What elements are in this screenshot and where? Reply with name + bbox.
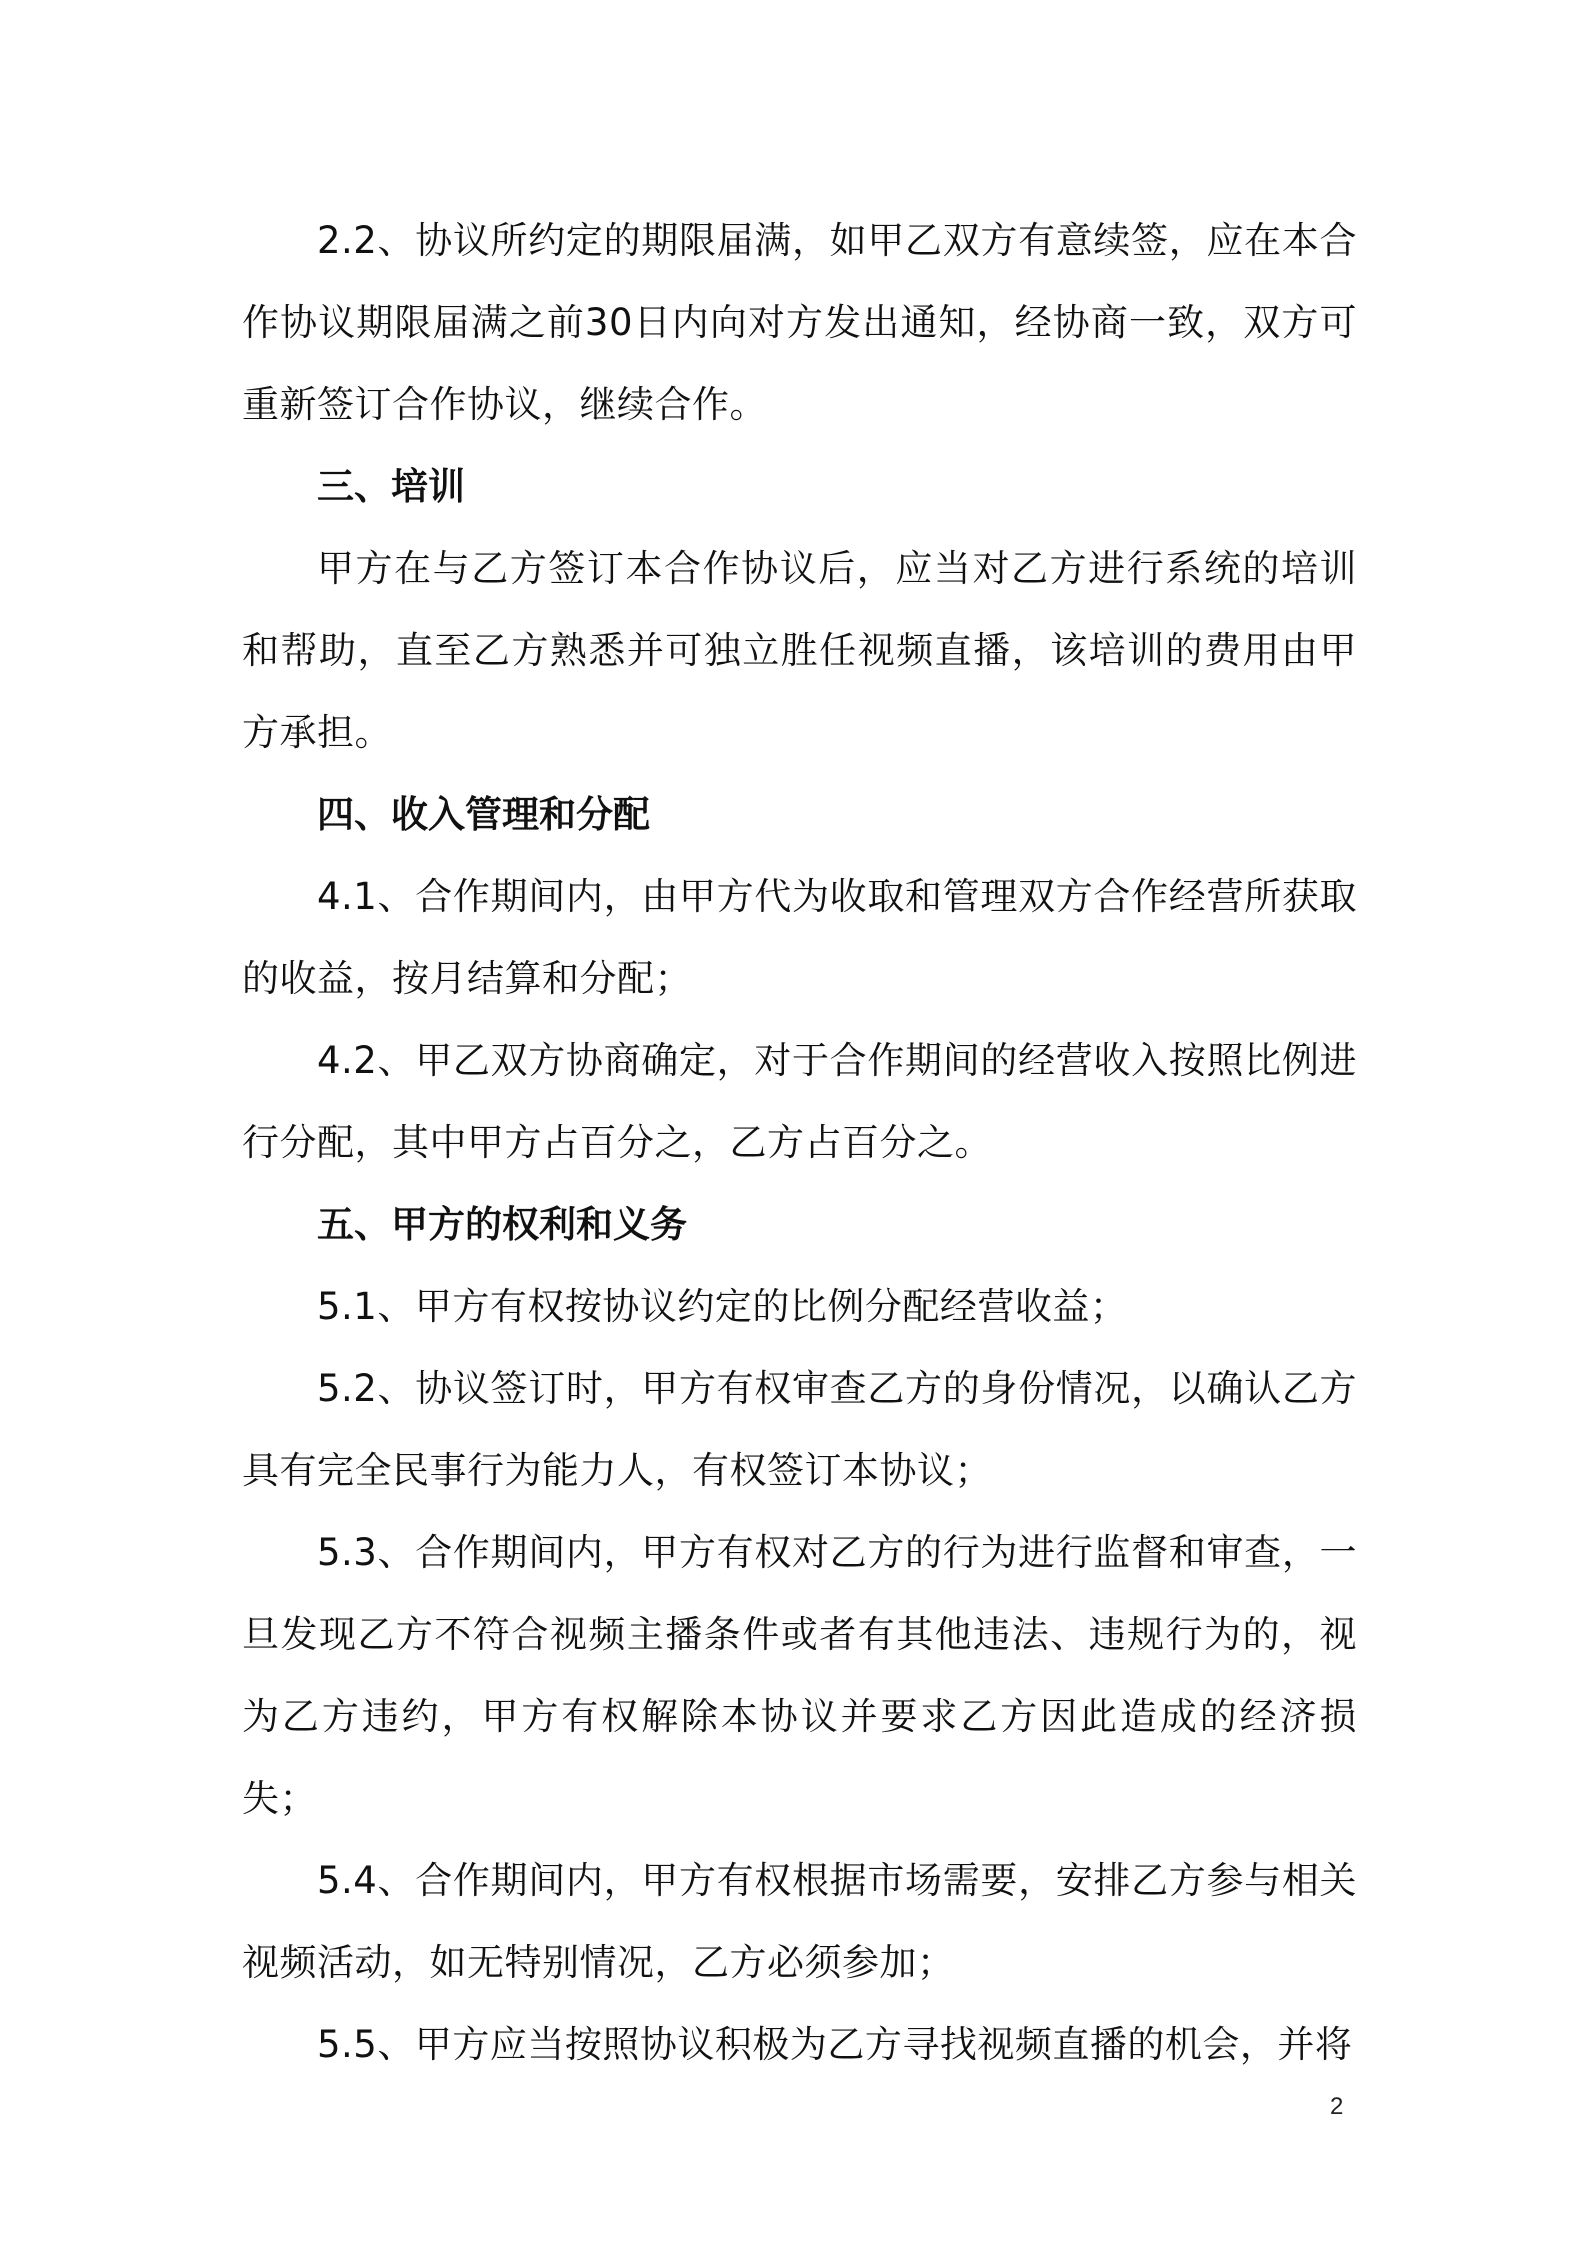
paragraph-training: 甲方在与乙方签订本合作协议后，应当对乙方进行系统的培训和帮助，直至乙方熟悉并可独立胜任视频直播，该培训的费用由甲方承担。	[242, 547, 1357, 754]
paragraph-5-3: 5.3、合作期间内，甲方有权对乙方的行为进行监督和审查，一旦发现乙方不符合视频主播条件或者有其他违法、违规行为的，视为乙方违约，甲方有权解除本协议并要求乙方因此造成的经济损失；	[242, 1531, 1357, 1820]
page-number: 2	[1330, 2093, 1344, 2120]
paragraph-4-1: 4.1、合作期间内，由甲方代为收取和管理双方合作经营所获取的收益，按月结算和分配；	[242, 875, 1357, 1000]
section-heading-training: 三、培训	[317, 465, 465, 508]
paragraph-5-1: 5.1、甲方有权按协议约定的比例分配经营收益；	[317, 1285, 1128, 1328]
paragraph-2-2: 2.2、协议所约定的期限届满，如甲乙双方有意续签，应在本合作协议期限届满之前30日内向对方发出通知，经协商一致，双方可重新签订合作协议，继续合作。	[242, 219, 1357, 426]
paragraph-5-2: 5.2、协议签订时，甲方有权审查乙方的身份情况，以确认乙方具有完全民事行为能力人，有权签订本协议；	[242, 1367, 1357, 1492]
section-heading-party-a-rights: 五、甲方的权利和义务	[317, 1203, 687, 1246]
document-body	[242, 200, 1357, 2086]
paragraph-5-5: 5.5、甲方应当按照协议积极为乙方寻找视频直播的机会，并将	[317, 2023, 1353, 2066]
paragraph-4-2: 4.2、甲乙双方协商确定，对于合作期间的经营收入按照比例进行分配，其中甲方占百分之，乙方占百分之。	[242, 1039, 1357, 1164]
section-heading-income: 四、收入管理和分配	[317, 793, 650, 836]
paragraph-5-4: 5.4、合作期间内，甲方有权根据市场需要，安排乙方参与相关视频活动，如无特别情况，乙方必须参加；	[242, 1859, 1357, 1984]
